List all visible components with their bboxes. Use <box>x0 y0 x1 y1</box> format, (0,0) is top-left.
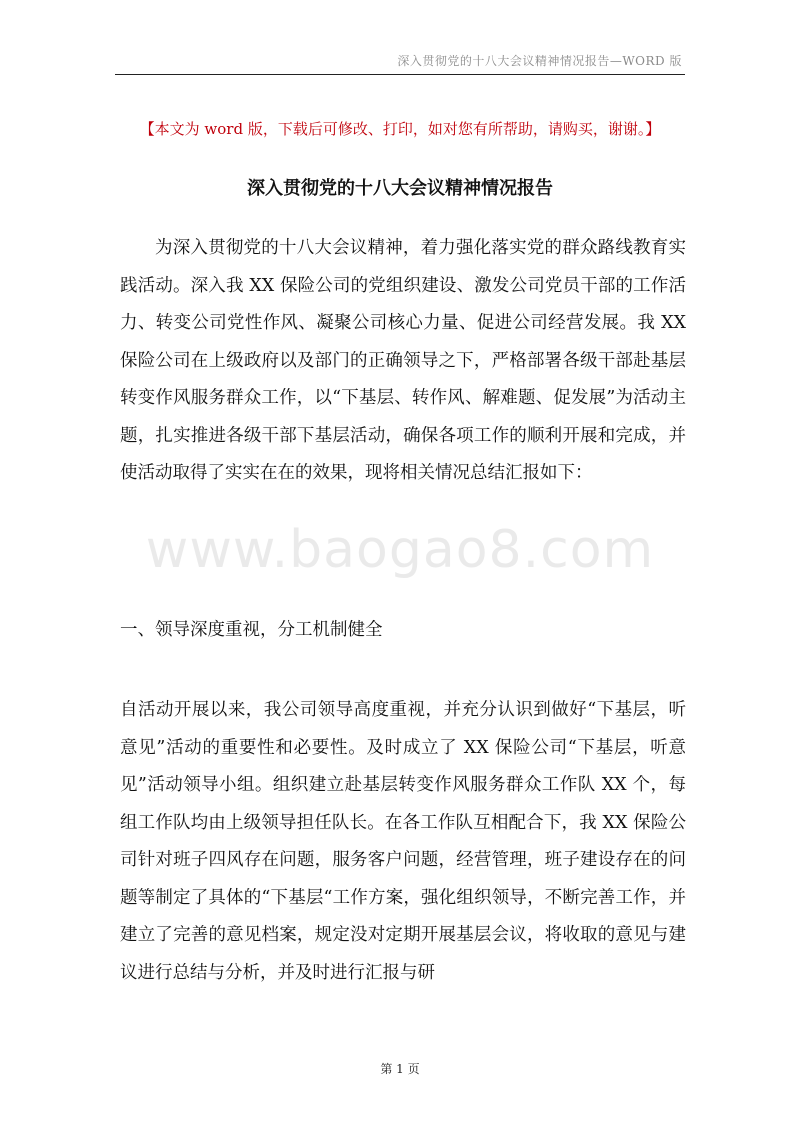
intro-paragraph: 为深入贯彻党的十八大会议精神，着力强化落实党的群众路线教育实践活动。深入我 XX 保险公司的党组织建设、激发公司党员干部的工作活力、转变公司党性作风、凝聚公司核心力量、促进公司经营发展。我 XX 保险公司在上级政府以及部门的正确领导之下，严格部署各级干部赴基层转变作风服务群众工作，以“下基层、转作风、解难题、促发展”为活动主题，扎实推进各级干部下基层活动，确保各项工作的顺利开展和完成，并使活动取得了实实在在的效果，现将相关情况总结汇报如下： <box>120 238 686 483</box>
header-divider <box>115 74 685 75</box>
section-heading: 一、领导深度重视，分工机制健全 <box>120 620 383 640</box>
page-number: 第 1 页 <box>380 1062 420 1076</box>
body-paragraph: 自活动开展以来，我公司领导高度重视，并充分认识到做好“下基层，听意见”活动的重要性和必要性。及时成立了 XX 保险公司“下基层，听意见”活动领导小组。组织建立赴基层转变作风服务群众工作队 XX 个，每组工作队均由上级领导担任队长。在各工作队互相配合下，我 XX 保险公司针对班子四风存在问题，服务客户问题，经营管理，班子建设存在的问题等制定了具体的“下基层“工作方案，强化组织领导，不断完善工作，并建立了完善的意见档案，规定没对定期开展基层会议，将收取的意见与建议进行总结与分析，并及时进行汇报与研 <box>120 700 686 983</box>
document-title: 深入贯彻党的十八大会议精神情况报告 <box>247 178 553 199</box>
watermark: www.baogao8.com <box>145 520 655 580</box>
purchase-notice: 【本文为 word 版，下载后可修改、打印，如对您有所帮助，请购买，谢谢。】 <box>139 120 661 138</box>
page-header: 深入贯彻党的十八大会议精神情况报告—WORD 版 <box>397 54 682 68</box>
